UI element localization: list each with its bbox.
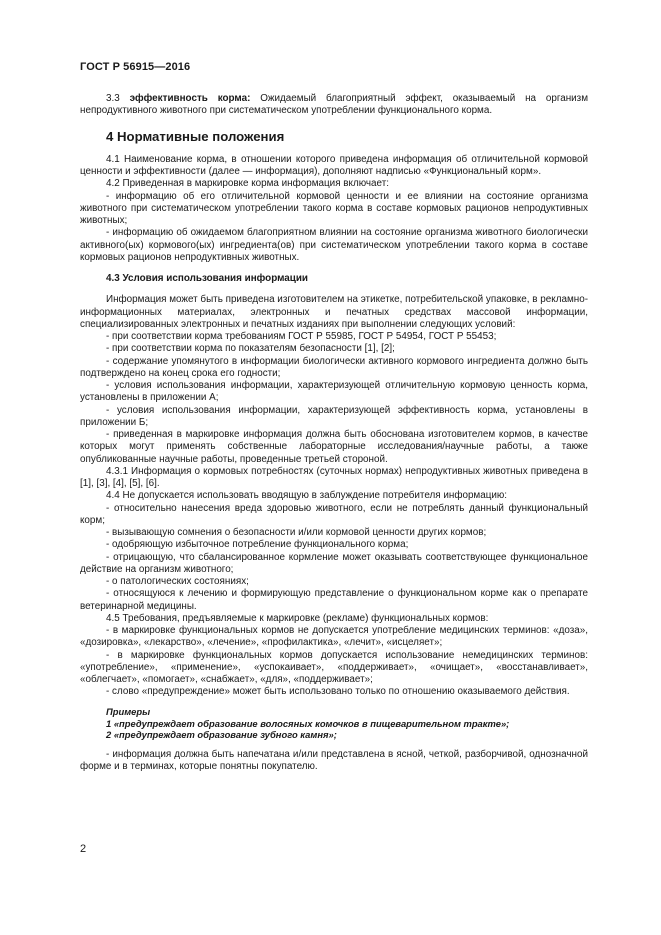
example-item: 1 «предупреждает образование волосяных комочков в пищеварительном тракте»; [106,717,510,729]
clause-3-3-number: 3.3 [106,93,120,104]
list-item: - при соответствии корма по показателям безопасности [1], [2]; [106,343,395,355]
list-item: - приведенная в маркировке информация должна быть обоснована изготовителем кормов, в качестве которых могут применять собственные лабораторные исследования/научные работы, а также опубликованные научные работы, проведенные третьей стороной. [80,429,588,465]
list-item: - относительно нанесения вреда здоровью животного, если не потреблять данный функциональный корм; [80,502,588,526]
page-number: 2 [80,843,87,855]
list-item: - условия использования информации, характеризующей отличительную кормовую ценность корма, установлены в приложении А; [80,380,588,404]
clause-4-4: 4.4 Не допускается использовать вводящую в заблуждение потребителя информацию: [106,490,508,502]
list-item: - относящуюся к лечению и формирующую представление о функциональном корме как о препарате ветеринарной медицины. [80,588,588,612]
section-4-title: 4 Нормативные положения [106,128,285,144]
document-code-header: ГОСТ Р 56915—2016 [80,61,191,73]
clause-4-5: 4.5 Требования, предъявляемые к маркировке (рекламе) функциональных кормов: [106,612,489,624]
clause-4-1: 4.1 Наименование корма, в отношении которого приведена информация об отличительной кормовой ценности и эффективности (далее — информация), дополняют надписью «Функциональный корм». [80,153,588,177]
list-item: - информация должна быть напечатана и/или представлена в ясной, четкой, разборчивой, однозначной форме и в терминах, которые понятны покупателю. [80,748,588,773]
list-item: - содержание упомянутого в информации биологически активного кормового ингредиента должно быть подтверждено на конец срока его годности; [80,355,588,379]
list-item: - о патологических состояниях; [106,576,249,587]
list-item: - вызывающую сомнения о безопасности и/или кормовой ценности других кормов; [106,527,487,538]
clause-4-3-intro: Информация может быть приведена изготовителем на этикетке, потребительской упаковке, в рекламно-информационных материалах, электронных и печатных средствах массовой информации, специализированных электронных и печатных изданиях при выполнении следующих условий: [80,294,588,330]
examples-heading: Примеры [106,705,151,717]
list-item: - одобряющую избыточное потребление функционального корма; [106,539,409,551]
list-item: - при соответствии корма требованиям ГОСТ Р 55985, ГОСТ Р 54954, ГОСТ Р 55453; [106,331,497,342]
clause-4-2: 4.2 Приведенная в маркировке корма информация включает: [106,178,389,190]
list-item: - отрицающую, что сбалансированное кормление может оказывать соответствующее функциональное действие на организм животного; [80,551,588,575]
example-item: 2 «предупреждает образование зубного камня»; [106,729,337,741]
clause-4-3-1: 4.3.1 Информация о кормовых потребностях (суточных нормах) непродуктивных животных приведена в [1], [3], [4], [5], [6]. [80,465,588,489]
list-item: - условия использования информации, характеризующей эффективность корма, установлены в приложении Б; [80,404,588,428]
subsection-4-3-title: 4.3 Условия использования информации [106,273,308,284]
document-body [80,93,588,773]
clause-3-3-text: Ожидаемый благоприятный эффект, оказываемый на организм непродуктивного животного при систематическом употреблении функционального корма. [80,93,589,117]
list-item: - слово «предупреждение» может быть использовано только по отношению оказываемого действия. [106,686,570,698]
list-item: - в маркировке функциональных кормов не допускается употребление медицинских терминов: «доза», «дозировка», «лекарство», «лечение», «профилактика», «лечит», «исцеляет»; [80,625,588,649]
clause-3-3-term: эффективность корма: [129,93,251,104]
list-item: - информацию об его отличительной кормовой ценности и ее влиянии на состояние организма животного при систематическом употреблении такого корма в составе кормовых рационов непродуктивных животных; [80,190,588,226]
clause-3-3 [80,93,588,118]
list-item: - информацию об ожидаемом благоприятном влиянии на состояние организма животного биологически активного(ых) кормового(ых) ингредиента(ов) при систематическом употреблении такого корма в составе кормовых рационов непродуктивных животных. [80,227,588,263]
list-item: - в маркировке функциональных кормов допускается использование немедицинских терминов: «употребление», «применение», «успокаивает», «поддерживает», «очищает», «восстанавливает», «облегчает», «помогает», «снабжает», «для», «поддерживает»; [80,649,588,685]
